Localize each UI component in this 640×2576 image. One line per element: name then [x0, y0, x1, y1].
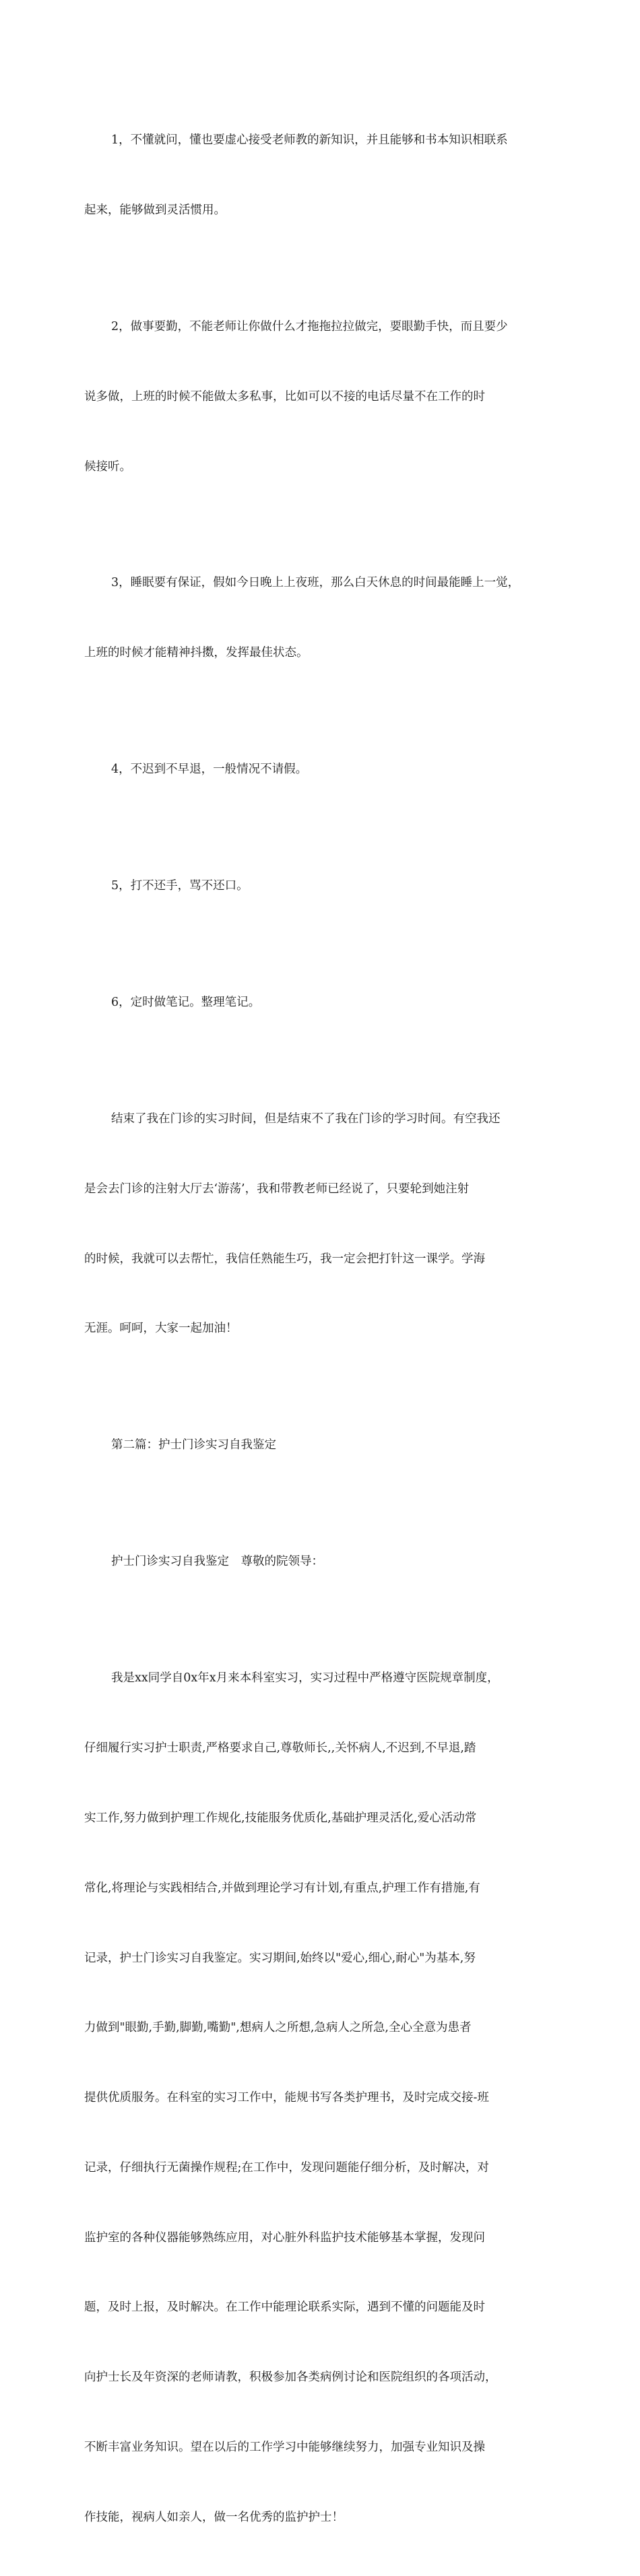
- text-line: 常化,将理论与实践相结合,并做到理论学习有计划,有重点,护理工作有措施,有: [84, 1881, 480, 1895]
- paragraph-tip-3: [84, 525, 550, 711]
- text-line: 说多做，上班的时候不能做太多私事，比如可以不接的电话尽量不在工作的时: [84, 389, 485, 404]
- text-line: 力做到"眼勤,手勤,脚勤,嘴勤",想病人之所想,急病人之所急,全心全意为患者: [84, 2021, 472, 2035]
- text-line: 的时候，我就可以去帮忙，我信任熟能生巧，我一定会把打针这一课学。学海: [84, 1252, 485, 1266]
- paragraph-tip-4: [98, 711, 550, 828]
- text-line: 提供优质服务。在科室的实习工作中，能规书写各类护理书，及时完成交接-班: [84, 2091, 489, 2105]
- letter-salutation: [98, 1504, 550, 1620]
- document-body: [84, 82, 550, 2576]
- paragraph-tip-2: [84, 269, 550, 525]
- text-line: 记录，仔细执行无菌操作规程;在工作中，发现问题能仔细分析，及时解决，对: [84, 2160, 489, 2175]
- text-line: 2，做事要勤，不能老师让你做什么才拖拖拉拉做完，要眼勤手快，而且要少: [111, 319, 508, 333]
- text-line: 不断丰富业务知识。望在以后的工作学习中能够继续努力，加强专业知识及操: [84, 2440, 485, 2454]
- letter-body: [84, 1620, 550, 2575]
- text-line: 1，不懂就问，懂也要虚心接受老师教的新知识，并且能够和书本知识相联系: [111, 133, 508, 148]
- text-line: 5，打不还手，骂不还口。: [111, 879, 249, 893]
- text-line: 作技能，视病人如亲人，做一名优秀的监护护士！: [84, 2510, 344, 2524]
- text-line: 监护室的各种仪器能够熟练应用，对心脏外科监护技术能够基本掌握，发现问: [84, 2230, 485, 2245]
- text-line: 起来，能够做到灵活惯用。: [84, 203, 226, 217]
- paragraph-tip-6: [98, 944, 550, 1061]
- text-line: 实工作,努力做到护理工作规化,技能服务优质化,基础护理灵活化,爱心活动常: [84, 1811, 477, 1825]
- text-line: 候接听。: [84, 459, 131, 474]
- text-line: 上班的时候才能精神抖擞，发挥最佳状态。: [84, 646, 309, 660]
- paragraph-tip-5: [98, 828, 550, 944]
- text-line: 仔细履行实习护士职责,严格要求自己,尊敬师长,,关怀病人,不迟到,不早退,踏: [84, 1741, 476, 1756]
- text-line: 题，及时上报，及时解决。在工作中能理论联系实际，遇到不懂的问题能及时: [84, 2300, 485, 2315]
- section-heading: [98, 1387, 550, 1504]
- text-line: 护士门诊实习自我鉴定 尊敬的院领导：: [111, 1555, 323, 1569]
- text-line: 结束了我在门诊的实习时间，但是结束不了我在门诊的学习时间。有空我还: [111, 1112, 501, 1126]
- text-line: 3，睡眠要有保证，假如今日晚上上夜班，那么白天休息的时间最能睡上一觉，: [111, 576, 520, 590]
- text-line: 6，定时做笔记。整理笔记。: [111, 996, 261, 1010]
- paragraph-conclusion: [84, 1061, 550, 1387]
- text-line: 我是xx同学自0x年x月来本科室实习，实习过程中严格遵守医院规章制度，: [111, 1671, 499, 1685]
- text-line: 向护士长及年资深的老师请教，积极参加各类病例讨论和医院组织的各项活动，: [84, 2371, 497, 2385]
- text-line: 是会去门诊的注射大厅去‘游荡’，我和带教老师已经说了，只要轮到她注射: [84, 1182, 470, 1196]
- text-line: 4，不迟到不早退，一般情况不请假。: [111, 763, 308, 777]
- text-line: 记录，护士门诊实习自我鉴定。实习期间,始终以"爱心,细心,耐心"为基本,努: [84, 1951, 476, 1965]
- text-line: 第二篇：护士门诊实习自我鉴定: [111, 1438, 276, 1452]
- text-line: 无涯。呵呵，大家一起加油！: [84, 1322, 238, 1336]
- paragraph-tip-1: [84, 82, 550, 269]
